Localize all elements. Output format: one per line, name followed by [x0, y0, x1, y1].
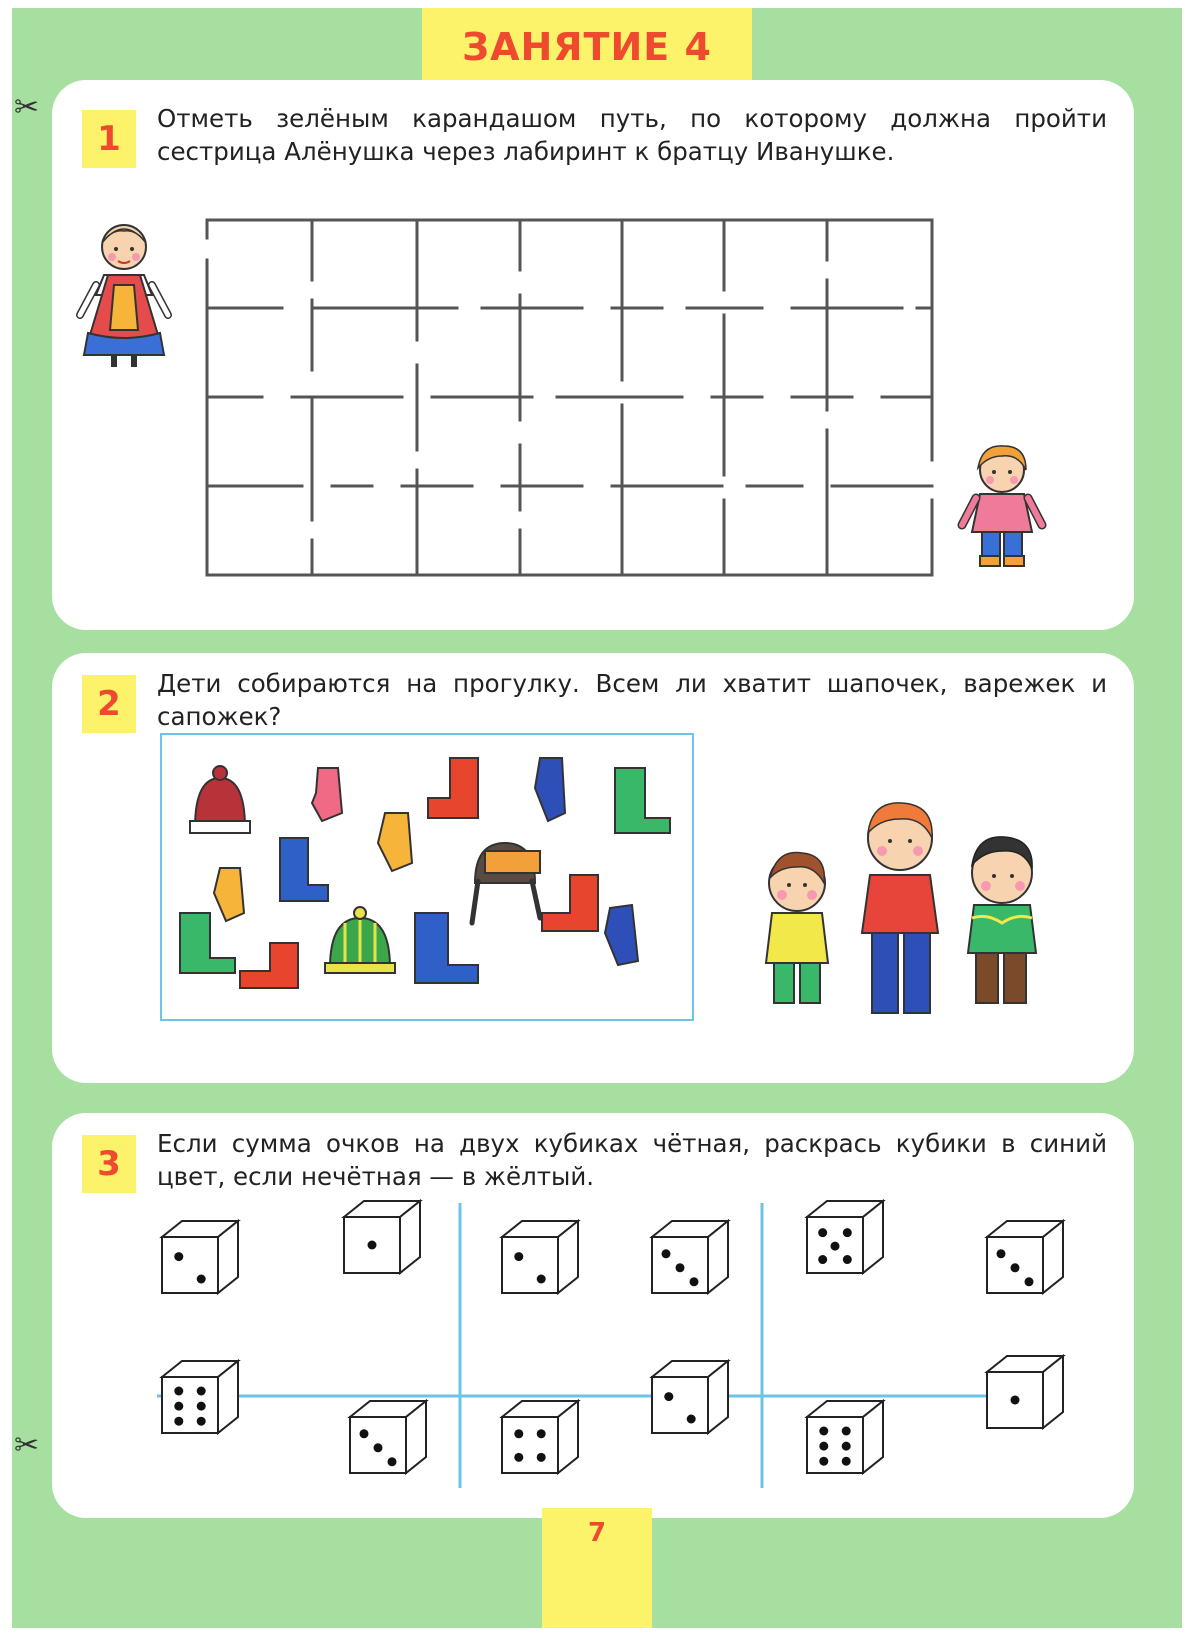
die-icon[interactable]: [987, 1356, 1063, 1428]
die-pip: [831, 1242, 840, 1251]
die-pip: [818, 1255, 827, 1264]
task-1-text: Отметь зелёным карандашом путь, по которому должна пройти сестрица Алёнушка через лабиринт к братцу Иванушке.: [157, 104, 1107, 166]
die-pip: [662, 1249, 671, 1258]
die-icon[interactable]: [807, 1201, 883, 1273]
children-icon: [732, 783, 1072, 1043]
lesson-title-band: [422, 8, 752, 86]
die-pip: [374, 1443, 383, 1452]
task-2-text: Дети собираются на прогулку. Всем ли хватит шапочек, варежек и сапожек?: [157, 669, 1107, 731]
die-pip: [842, 1457, 851, 1466]
die-pip: [174, 1402, 183, 1411]
die-icon[interactable]: [344, 1201, 420, 1273]
girl-icon: [74, 215, 174, 375]
die-pip: [687, 1415, 696, 1424]
task-1-number: 1: [82, 110, 136, 168]
task-2-card: [52, 653, 1134, 1083]
mitten-icon: [312, 768, 342, 821]
page-number: 7: [587, 1518, 607, 1548]
dice-area: [52, 1203, 1134, 1513]
task-1-card: [52, 80, 1134, 630]
die-pip: [1025, 1277, 1034, 1286]
die-pip: [818, 1228, 827, 1237]
die-pip: [664, 1392, 673, 1401]
die-pip: [197, 1275, 206, 1284]
die-icon[interactable]: [502, 1401, 578, 1473]
task-3-text: Если сумма очков на двух кубиках чётная, раскрась кубики в синий цвет, если нечётная — в жёлтый.: [157, 1129, 1107, 1191]
die-pip: [174, 1417, 183, 1426]
die-pip: [819, 1427, 828, 1436]
die-icon[interactable]: [502, 1221, 578, 1293]
scissors-icon: ✂: [14, 1428, 40, 1463]
die-pip: [842, 1427, 851, 1436]
page-number-band: [542, 1508, 652, 1628]
die-icon[interactable]: [162, 1361, 238, 1433]
die-pip: [690, 1277, 699, 1286]
die-pip: [1011, 1263, 1020, 1272]
die-icon[interactable]: [350, 1401, 426, 1473]
maze: [202, 220, 937, 580]
lesson-title: ЗАНЯТИЕ 4: [462, 25, 712, 69]
clothes-box: [160, 733, 695, 1023]
task-2-number: 2: [82, 675, 136, 733]
die-pip: [819, 1457, 828, 1466]
die-pip: [514, 1252, 523, 1261]
die-pip: [197, 1402, 206, 1411]
die-icon[interactable]: [652, 1221, 728, 1293]
die-pip: [174, 1252, 183, 1261]
die-pip: [1011, 1396, 1020, 1405]
boy-icon: [952, 440, 1052, 575]
die-icon[interactable]: [162, 1221, 238, 1293]
die-pip: [514, 1429, 523, 1438]
die-icon[interactable]: [807, 1401, 883, 1473]
die-pip: [197, 1387, 206, 1396]
task-3-number: 3: [82, 1135, 136, 1193]
die-pip: [537, 1453, 546, 1462]
workbook-page: [12, 8, 1182, 1628]
die-pip: [360, 1429, 369, 1438]
die-pip: [197, 1417, 206, 1426]
die-pip: [174, 1387, 183, 1396]
die-pip: [842, 1442, 851, 1451]
die-pip: [388, 1457, 397, 1466]
die-pip: [843, 1228, 852, 1237]
die-icon[interactable]: [652, 1361, 728, 1433]
task-3-card: [52, 1113, 1134, 1518]
die-pip: [368, 1241, 377, 1250]
die-icon[interactable]: [987, 1221, 1063, 1293]
die-pip: [537, 1275, 546, 1284]
die-pip: [843, 1255, 852, 1264]
scissors-icon: ✂: [14, 90, 40, 125]
die-pip: [514, 1453, 523, 1462]
die-pip: [537, 1429, 546, 1438]
die-pip: [676, 1263, 685, 1272]
die-pip: [819, 1442, 828, 1451]
die-pip: [997, 1249, 1006, 1258]
